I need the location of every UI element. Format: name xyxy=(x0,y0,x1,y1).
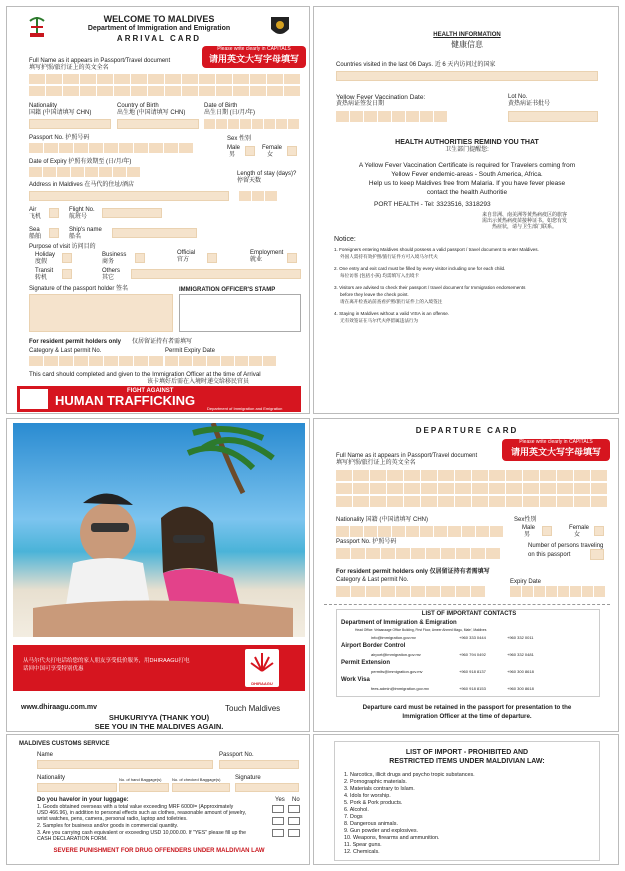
ht-big: HUMAN TRAFFICKING xyxy=(55,393,196,408)
sea-checkbox[interactable] xyxy=(49,228,59,238)
category-boxes[interactable] xyxy=(29,356,163,366)
arrival-welcome-title: WELCOME TO MALDIVES xyxy=(103,14,215,24)
dep-expiry-label: Expiry Date xyxy=(510,579,542,585)
customs-panel xyxy=(6,734,310,865)
female-checkbox[interactable] xyxy=(287,146,297,156)
ad-red-strip xyxy=(13,645,305,691)
customs-q3a: 3. Are you carrying cash equivalent or exceeding USD 10,000.00. If "YES" please fill up the xyxy=(37,830,246,836)
dob-label-cn: 出生日期 (日/月/年) xyxy=(204,110,255,116)
customs-passport-field[interactable] xyxy=(219,760,299,769)
q3-yes-checkbox[interactable] xyxy=(272,829,284,837)
flight-label: Flight No. xyxy=(69,207,95,213)
air-checkbox[interactable] xyxy=(49,208,59,218)
dep-expiry-boxes[interactable] xyxy=(510,586,605,597)
q2-no-checkbox[interactable] xyxy=(288,817,300,825)
customs-name-label: Name xyxy=(37,752,54,758)
contacts-title: LIST OF IMPORTANT CONTACTS xyxy=(421,611,517,617)
capitals-banner xyxy=(202,46,306,68)
lot-label: Lot No. xyxy=(508,94,528,100)
fullname-label: Full Name as it appears in Passport/Travel document xyxy=(29,58,171,64)
dhiraagu-logo-icon xyxy=(245,649,279,687)
customs-q2: 2. Samples for business and/or goods in commercial quantity. xyxy=(37,823,179,829)
employment-label-cn: 就业 xyxy=(250,257,263,263)
employment-checkbox[interactable] xyxy=(287,253,297,263)
arrival-dept: Department of Immigration and Emigration xyxy=(87,25,231,32)
contact-dept-tel: +960 333 0444 xyxy=(459,635,486,640)
departure-capitals-banner xyxy=(502,439,610,461)
customs-warning: SEVERE PUNISHMENT FOR DRUG OFFENDERS UNDER MALDIVIAN LAW xyxy=(53,848,265,854)
purpose-label: Purpose of visit 访问目的 xyxy=(29,244,96,250)
countries-field[interactable] xyxy=(336,71,598,81)
port-health: PORT HEALTH - Tel: 3323516, 3318293 xyxy=(374,201,491,208)
country-birth-label: Country of Birth xyxy=(117,103,159,109)
notice-4-cn: 无有效签证在马尔代夫停留属违法行为 xyxy=(340,318,419,323)
stamp-box xyxy=(179,294,301,332)
customs-checked-field[interactable] xyxy=(172,783,230,792)
expiry-label: Date of Expiry 护照有效期至 (日/月/年) xyxy=(29,159,132,165)
persons-label: Number of persons traveling xyxy=(528,543,604,549)
import-item: 12. Chemicals. xyxy=(344,849,380,855)
remind-title-cn: 卫生部门提醒您: xyxy=(445,147,489,153)
expiry-boxes[interactable] xyxy=(29,167,140,177)
ht-dept: Department of Immigration and Emigration xyxy=(207,406,283,411)
contact-abc-email[interactable]: airport@immigration.gov.mv xyxy=(371,652,421,657)
ad-cn-text: 从马尔代夫打电话给您的家人朋友享受低价服务，用DHIRAAGU打电话回中国可享受特别优惠 xyxy=(23,658,190,672)
flight-label-cn: 航班号 xyxy=(69,214,88,220)
contact-wv-email[interactable]: fees.admin@immigration.gov.mv xyxy=(371,686,430,691)
holiday-label: Holiday xyxy=(35,252,56,258)
import-item: 11. Spear guns. xyxy=(344,842,382,848)
arrival-card-title: ARRIVAL CARD xyxy=(116,34,202,43)
holiday-label-cn: 度假 xyxy=(35,259,48,265)
sea-label-cn: 船舶 xyxy=(29,234,42,240)
customs-q1b: USD 466.96), in addition to personal effects such as clothes, reasonable amount of jewelry, xyxy=(37,810,247,816)
yf-date-label: Yellow Fever Vaccination Date: xyxy=(336,94,426,101)
dhiraagu-brand: DHIRAAGU xyxy=(251,681,273,686)
q2-yes-checkbox[interactable] xyxy=(272,817,284,825)
fullname-boxes[interactable] xyxy=(29,74,300,84)
ship-label-cn: 船名 xyxy=(69,234,82,240)
female-label-cn: 女 xyxy=(267,152,274,158)
permit-expiry-boxes[interactable] xyxy=(165,356,276,366)
import-title-1: LIST OF IMPORT - PROHIBITED AND xyxy=(405,749,529,756)
health-msg-4: contact the health Authoritie xyxy=(426,189,508,196)
contact-pe-fax: +960 300 8618 xyxy=(507,669,534,674)
signature-field[interactable] xyxy=(29,294,173,332)
health-title-cn: 健康信息 xyxy=(451,40,483,49)
dep-fullname-boxes-2[interactable] xyxy=(336,483,607,494)
customs-q1a: 1. Goods obtained overseas with a total value exceeding MRF 6000/= (Approximately xyxy=(37,804,234,810)
ht-badge-icon xyxy=(20,389,48,409)
arrival-card xyxy=(6,6,310,414)
male-checkbox[interactable] xyxy=(245,146,255,156)
permit-expiry-label: Permit Expiry Date xyxy=(165,348,216,354)
business-label-cn: 商务 xyxy=(102,259,115,265)
thanks-text: SHUKURIYYA (THANK YOU) xyxy=(108,713,210,722)
notice-1: 1. Foreigners entering Maldives should possess a valid passport / travel document to enter Maldives. xyxy=(334,247,539,252)
import-item: 6. Alcohol. xyxy=(344,807,369,813)
dep-fullname-label: Full Name as it appears in Passport/Travel document xyxy=(336,453,478,459)
official-label-cn: 官方 xyxy=(177,257,190,263)
lot-label-cn: 黄热病证书批号 xyxy=(508,101,551,107)
dep-nationality-label: Nationality 国籍 (中国请填写 CHN) xyxy=(336,517,429,523)
health-cn-1: 来自非洲、南美洲等黄热病疫区的旅客 xyxy=(482,212,568,218)
dep-banner-cn: 请用英文大写字母填写 xyxy=(510,447,601,457)
notice-2: 2. One entry and exit card must be filled by every visitor including one for each child. xyxy=(334,266,506,271)
category-label: Category & Last permit No. xyxy=(29,348,102,354)
male-label: Male xyxy=(227,145,241,151)
notice-1-cn: 外国人需持有效护照/旅行证件方可入境马尔代夫 xyxy=(340,254,438,259)
customs-passport-label: Passport No. xyxy=(219,752,254,758)
ad-tagline: Touch Maldives xyxy=(225,704,281,713)
dep-fullname-label-cn: 填写护照/旅行证上的英文全名 xyxy=(336,460,416,466)
arrival-footer: This card should completed and given to the Immigration Officer at the time of Arrival xyxy=(29,371,261,378)
length-stay-boxes[interactable] xyxy=(239,191,277,201)
others-label: Others xyxy=(102,268,121,274)
ship-field[interactable] xyxy=(112,228,197,238)
customs-no-label: No xyxy=(292,797,300,803)
import-item: 7. Dogs xyxy=(344,814,363,820)
import-item: 3. Materials contrary to Islam. xyxy=(344,786,415,792)
health-cn-2: 需出示黄热病疫苗接种证书。如您有发 xyxy=(482,218,568,224)
sex-label: Sex 性别 xyxy=(227,136,252,142)
contact-wv-tel: +960 918 8153 xyxy=(459,686,486,691)
health-panel xyxy=(313,6,619,414)
notice-3b: before they leave the check point. xyxy=(340,292,409,297)
yf-date-label-cn: 黄热病证签发日期 xyxy=(336,101,385,107)
lot-field[interactable] xyxy=(508,111,598,122)
notice-3: 3. Visitors are advised to check their passport / travel document for Immigration endorsements xyxy=(334,285,526,290)
ad-url[interactable]: www.dhiraagu.com.mv xyxy=(21,704,97,711)
import-item: 9. Gun powder and explosives. xyxy=(344,828,419,834)
retain-text-1: Departure card must be retained in the passport for presentation to the xyxy=(362,704,572,711)
transit-label: Transit xyxy=(35,268,54,274)
female-label: Female xyxy=(262,145,283,151)
dep-passport-label: Passport No. 护照号码 xyxy=(336,539,397,545)
length-stay-label-cn: 停留天数 xyxy=(237,178,262,184)
remind-title: HEALTH AUTHORITIES REMIND YOU THAT xyxy=(395,139,539,146)
sea-label: Sea xyxy=(29,227,40,233)
dep-female-label-cn: 女 xyxy=(574,532,581,538)
address-label: Address in Maldives 在马代的住址/酒店 xyxy=(29,182,135,188)
notice-4: 4. Staying in Maldives without a valid VISA is an offense. xyxy=(334,311,450,316)
contact-wv-fax: +960 300 8618 xyxy=(507,686,534,691)
passport-label: Passport No. 护照号码 xyxy=(29,135,90,141)
q1-no-checkbox[interactable] xyxy=(288,805,300,813)
resident-label-cn: 仅居留证持有者需填写 xyxy=(132,339,193,345)
dep-fullname-boxes[interactable] xyxy=(336,470,607,481)
persons-label-2: on this passport xyxy=(528,552,571,558)
male-label-cn: 男 xyxy=(229,152,236,158)
official-checkbox[interactable] xyxy=(207,253,217,263)
health-msg-1: A Yellow Fever Vaccination Certificate is required for Travelers coming from xyxy=(358,162,576,169)
customs-yes-label: Yes xyxy=(275,797,285,803)
contacts-box xyxy=(336,609,600,697)
transit-label-cn: 转机 xyxy=(35,275,48,281)
dep-divider xyxy=(324,604,610,605)
passport-boxes[interactable] xyxy=(29,143,193,153)
dhiraagu-ad xyxy=(6,418,310,732)
customs-q1c: wrist watches, pens, camera, personal radio, laptop and toiletries. xyxy=(37,816,188,822)
length-stay-label: Length of stay (days)? xyxy=(237,171,297,177)
customs-title: MALDIVES CUSTOMS SERVICE xyxy=(19,741,110,747)
contact-pe-name: Permit Extension xyxy=(341,660,391,666)
customs-name-field[interactable] xyxy=(37,760,213,769)
dob-label: Date of Birth xyxy=(204,103,238,109)
health-cn-3: 热症状，请与卫生部门联系。 xyxy=(492,224,558,230)
dep-category-label: Category & Last permit No. xyxy=(336,577,409,583)
others-field[interactable] xyxy=(131,269,301,279)
departure-title: DEPARTURE CARD xyxy=(415,426,519,435)
customs-q3b: CASH DECLARATION FORM. xyxy=(37,836,108,842)
dep-nationality-boxes[interactable] xyxy=(336,526,503,537)
customs-signature-field[interactable] xyxy=(235,783,299,792)
official-label: Official xyxy=(177,250,196,256)
resident-label: For resident permit holders only xyxy=(29,339,122,345)
dob-boxes[interactable] xyxy=(204,119,299,129)
business-checkbox[interactable] xyxy=(135,253,145,263)
nationality-label: Nationality xyxy=(29,103,58,109)
customs-signature-label: Signature xyxy=(235,775,261,781)
holiday-checkbox[interactable] xyxy=(62,253,72,263)
contact-dept-addr: Head Office: Velaanaage Office Building, First Floor, Ameer Ahmed Magu, Male', Maldives xyxy=(355,628,487,632)
contact-pe-email[interactable]: permits@immigration.gov.mv xyxy=(371,669,423,674)
retain-text-2: Immigration Officer at the time of departure. xyxy=(402,713,532,720)
country-birth-label-cn: 出生地 (中国请填写 CHN) xyxy=(117,110,186,116)
persons-field[interactable] xyxy=(590,549,604,560)
customs-question: Do you have/or in your luggage: xyxy=(37,797,129,803)
dep-male-label-cn: 男 xyxy=(524,532,531,538)
ht-small: FIGHT AGAINST xyxy=(127,388,174,394)
contact-abc-tel: +960 794 0492 xyxy=(459,652,486,657)
notice-3-cn: 请在离开检查站前查看护照/旅行证件上的入境签注 xyxy=(340,299,443,304)
health-msg-2: Yellow Fever endemic-areas - South America, Africa. xyxy=(391,171,543,178)
q3-no-checkbox[interactable] xyxy=(288,829,300,837)
business-label: Business xyxy=(102,252,127,258)
import-item: 4. Idols for worship. xyxy=(344,793,391,799)
dep-male-checkbox[interactable] xyxy=(542,526,552,536)
transit-checkbox[interactable] xyxy=(62,269,72,279)
customs-hand-label: No. of hand Baggage(s) xyxy=(119,777,162,782)
customs-hand-field[interactable] xyxy=(119,783,169,792)
see-you-text: SEE YOU IN THE MALDIVES AGAIN. xyxy=(94,722,224,731)
dep-category-boxes[interactable] xyxy=(336,586,485,597)
others-label-cn: 其它 xyxy=(102,275,115,281)
dep-male-label: Male xyxy=(522,525,536,531)
departure-card xyxy=(313,418,619,732)
import-title-2: RESTRICTED ITEMS UNDER MALDIVIAN LAW: xyxy=(389,758,545,765)
contact-dept-email[interactable]: info@immigration.gov.mv xyxy=(371,635,416,640)
contact-pe-tel: +960 918 8137 xyxy=(459,669,486,674)
stamp-label: IMMIGRATION OFFICER'S STAMP xyxy=(179,287,276,293)
import-item: 8. Dangerous animals. xyxy=(344,821,398,827)
nationality-label-cn: 国籍 (中国请填写 CHN) xyxy=(29,110,92,116)
contact-abc-name: Airport Border Control xyxy=(341,643,406,649)
health-msg-3: Help us to keep Maldives free from Malaria. If you have fever please xyxy=(368,180,566,187)
dep-passport-boxes[interactable] xyxy=(336,548,500,559)
contact-dept-name: Department of Immigration & Emigration xyxy=(341,620,457,626)
import-item: 1. Narcotics, illicit drugs and psycho tropic substances. xyxy=(344,772,475,778)
fullname-boxes-2[interactable] xyxy=(29,86,300,96)
import-item: 2. Pornographic materials. xyxy=(344,779,407,785)
beach-photo xyxy=(13,423,305,637)
dep-resident-label: For resident permit holders only 仅居留证持有者需填写 xyxy=(336,569,490,575)
import-panel xyxy=(313,734,619,865)
contact-abc-fax: +960 332 0481 xyxy=(507,652,534,657)
q1-yes-checkbox[interactable] xyxy=(272,805,284,813)
countries-label: Countries visited in the last 06 Days. 近 6 天内访问过的国家 xyxy=(336,62,496,68)
signature-label: Signature of the passport holder 签名 xyxy=(29,286,129,292)
import-item: 10. Weapons, firearms and ammunition. xyxy=(344,835,440,841)
nationality-field[interactable] xyxy=(29,119,111,129)
banner-cn: 请用英文大写字母填写 xyxy=(208,54,299,64)
country-birth-field[interactable] xyxy=(117,119,199,129)
dep-female-label: Female xyxy=(569,525,590,531)
dep-female-checkbox[interactable] xyxy=(594,526,604,536)
flight-field[interactable] xyxy=(102,208,162,218)
import-item: 5. Pork & Pork products. xyxy=(344,800,403,806)
human-trafficking-banner xyxy=(17,386,301,412)
customs-nationality-label: Nationality xyxy=(37,775,66,781)
employment-label: Employment xyxy=(250,250,284,256)
yf-date-boxes[interactable] xyxy=(336,111,447,122)
notice-2-cn: 每位访客 (包括小孩) 均需填写入出境卡 xyxy=(340,273,420,278)
contact-wv-name: Work Visa xyxy=(341,677,370,683)
customs-nationality-field[interactable] xyxy=(37,783,117,792)
ship-label: Ship's name xyxy=(69,227,102,233)
notice-title: Notice: xyxy=(334,236,356,243)
dep-sex-label: Sex性别 xyxy=(514,517,537,523)
dep-fullname-boxes-3[interactable] xyxy=(336,496,607,507)
air-label: Air xyxy=(29,207,37,213)
arrival-footer-cn: 该卡填好后需在入境时递交给移民官员 xyxy=(147,379,250,385)
contact-dept-fax: +960 332 0011 xyxy=(507,635,534,640)
address-field[interactable] xyxy=(29,191,229,201)
fullname-label-cn: 填写护照/旅行证上的英文全名 xyxy=(29,65,109,71)
health-title: HEALTH INFORMATION xyxy=(433,32,501,38)
air-label-cn: 飞机 xyxy=(29,214,42,220)
dep-banner-en: Please write clearly in CAPITALS xyxy=(519,439,593,445)
customs-checked-label: No. of checked Baggage(s) xyxy=(172,777,221,782)
banner-en: Please write clearly in CAPITALS xyxy=(217,46,291,52)
